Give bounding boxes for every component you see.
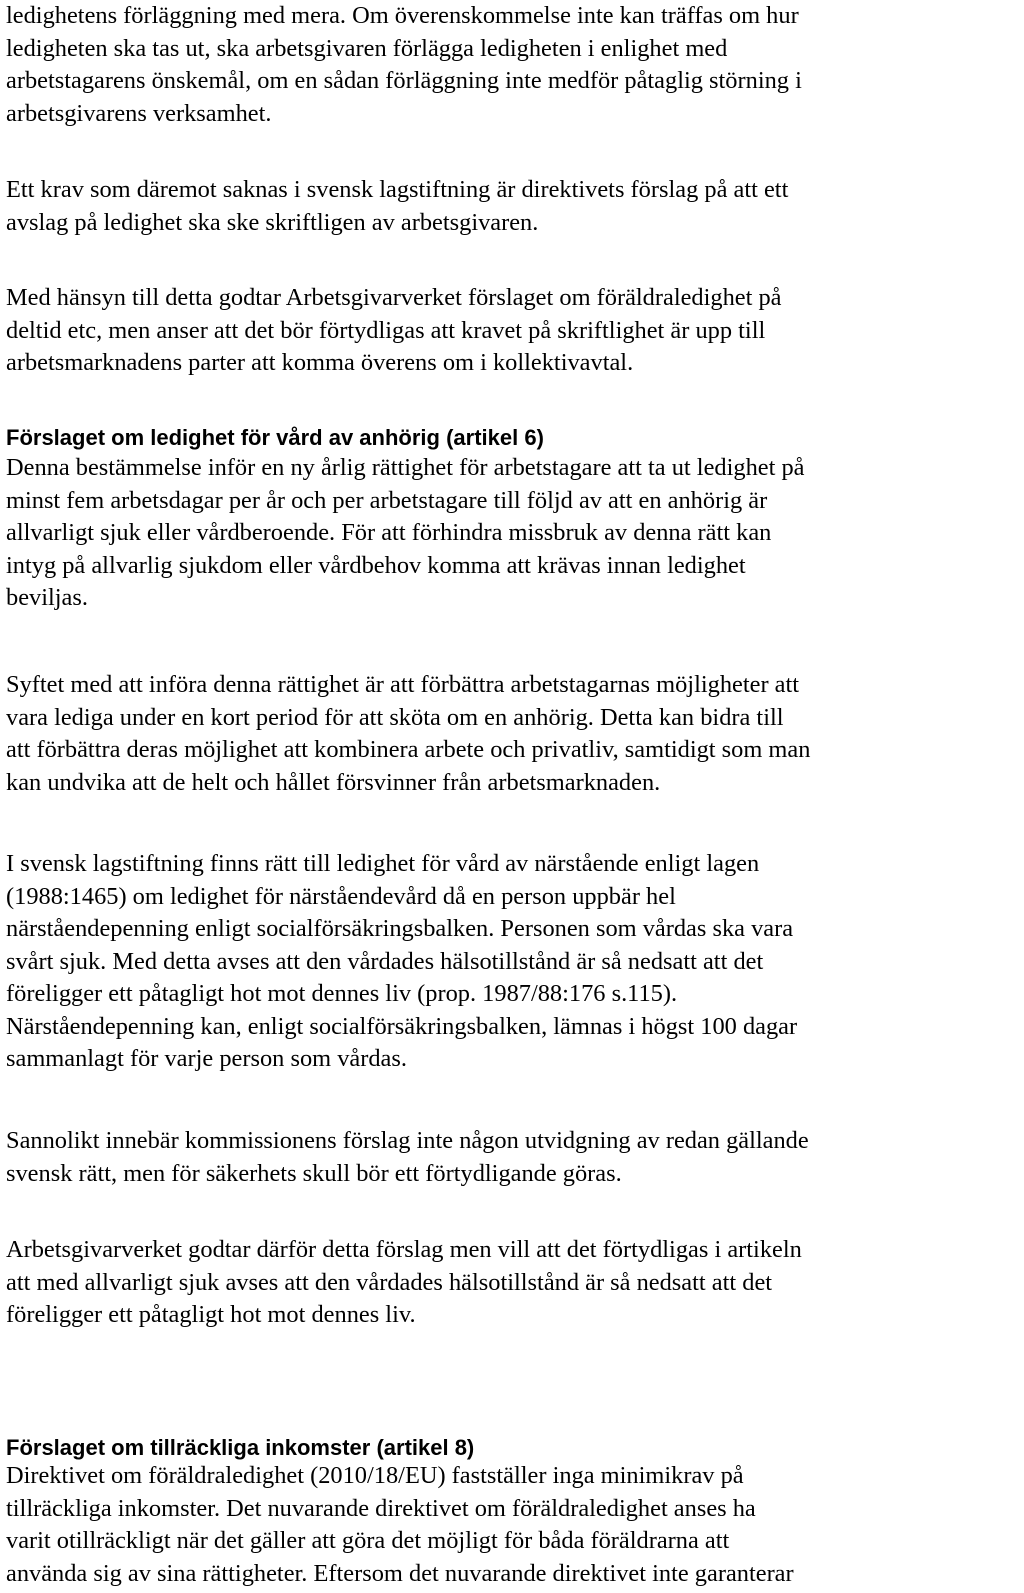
text-line: Direktivet om föräldraledighet (2010/18/EU) fastställer inga minimikrav på [6, 1462, 744, 1489]
text-line: arbetsgivarens verksamhet. [6, 99, 272, 127]
paragraph-sufficient-income [6, 1460, 794, 1590]
text-line: svensk rätt, men för säkerhets skull bör ett förtydligande göras. [6, 1159, 622, 1187]
text-line: minst fem arbetsdagar per år och per arbetstagare till följd av att en anhörig är [6, 486, 768, 514]
text-line: avslag på ledighet ska ske skriftligen av arbetsgivaren. [6, 208, 539, 236]
paragraph-acceptance [6, 1234, 802, 1332]
text-line: Närståendepenning kan, enligt socialförsäkringsbalken, lämnas i högst 100 dagar [6, 1012, 798, 1040]
text-line: Ett krav som däremot saknas i svensk lagstiftning är direktivets förslag på att ett [6, 176, 789, 203]
text-line: att med allvarligt sjuk avses att den vårdades hälsotillstånd är så nedsatt att det [6, 1268, 773, 1296]
text-line: deltid etc, men anser att det bör förtydligas att kravet på skriftlighet är upp till [6, 316, 766, 344]
text-line: tillräckliga inkomster. Det nuvarande direktivet om föräldraledighet anses ha [6, 1494, 756, 1522]
text-line: ledighetens förläggning med mera. Om överenskommelse inte kan träffas om hur [6, 2, 799, 29]
section-heading-article-6: Förslaget om ledighet för vård av anhörig (artikel 6) [6, 425, 544, 450]
text-line: Syftet med att införa denna rättighet är att förbättra arbetstagarnas möjligheter att [6, 671, 800, 698]
text-line: intyg på allvarlig sjukdom eller vårdbehov komma att krävas innan ledighet [6, 551, 746, 579]
text-line: svårt sjuk. Med detta avses att den vårdades hälsotillstånd är så nedsatt att det [6, 947, 764, 975]
text-line: använda sig av sina rättigheter. Eftersom det nuvarande direktivet inte garanterar [6, 1559, 794, 1587]
paragraph-written-refusal [6, 174, 788, 239]
text-line: I svensk lagstiftning finns rätt till ledighet för vård av närstående enligt lagen [6, 850, 760, 877]
text-line: Med hänsyn till detta godtar Arbetsgivarverket förslaget om föräldraledighet på [6, 284, 782, 311]
text-line: (1988:1465) om ledighet för närståendevård då en person uppbär hel [6, 882, 676, 910]
text-line: Denna bestämmelse inför en ny årlig rättighet för arbetstagare att ta ut ledighet på [6, 454, 805, 481]
text-line: arbetstagarens önskemål, om en sådan förläggning inte medför påtaglig störning i [6, 67, 802, 94]
text-line: allvarligt sjuk eller vårdberoende. För att förhindra missbruk av denna rätt kan [6, 519, 772, 546]
paragraph-clarification [6, 1125, 809, 1190]
paragraph-carer-leave [6, 452, 804, 615]
text-line: varit otillräckligt när det gäller att göra det möjligt för båda föräldrarna att [6, 1527, 730, 1554]
text-line: vara lediga under en kort period för att sköta om en anhörig. Detta kan bidra till [6, 703, 784, 731]
text-line: Sannolikt innebär kommissionens förslag inte någon utvidgning av redan gällande [6, 1127, 809, 1154]
paragraph-swedish-law [6, 848, 797, 1076]
text-line: ledigheten ska tas ut, ska arbetsgivaren förlägga ledigheten i enlighet med [6, 34, 728, 62]
text-line: närståendepenning enligt socialförsäkringsbalken. Personen som vårdas ska vara [6, 915, 794, 942]
paragraph-purpose [6, 669, 810, 799]
text-line: arbetsmarknadens parter att komma överens om i kollektivavtal. [6, 349, 634, 376]
paragraph-leave-scheduling [6, 0, 802, 130]
text-line: sammanlagt för varje person som vårdas. [6, 1045, 407, 1072]
text-line: föreligger ett påtagligt hot mot dennes liv. [6, 1301, 416, 1328]
section-heading-article-8: Förslaget om tillräckliga inkomster (artikel 8) [6, 1435, 475, 1460]
text-line: att förbättra deras möjlighet att kombinera arbete och privatliv, samtidigt som man [6, 736, 811, 763]
text-line: beviljas. [6, 584, 88, 611]
text-line: Arbetsgivarverket godtar därför detta förslag men vill att det förtydligas i artikeln [6, 1236, 802, 1263]
text-line: föreligger ett påtagligt hot mot dennes liv (prop. 1987/88:176 s.115). [6, 980, 678, 1007]
text-line: kan undvika att de helt och hållet försvinner från arbetsmarknaden. [6, 768, 661, 796]
paragraph-part-time-leave [6, 282, 782, 380]
